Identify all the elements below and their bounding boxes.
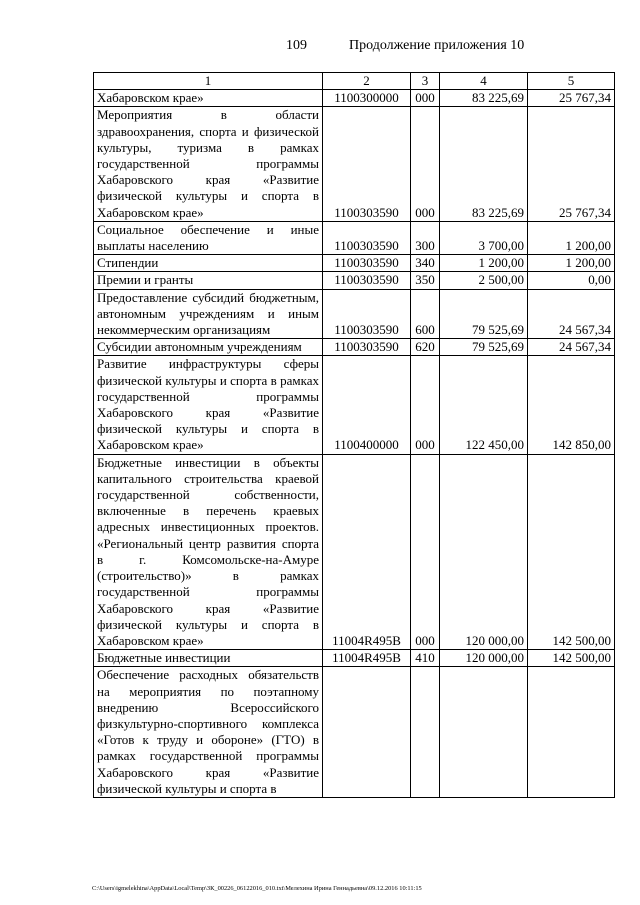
row-name: Социальное обеспечение и иные выплаты населению [94,221,323,254]
amount-first-year: 79 525,69 [440,289,528,339]
table-row [94,272,615,289]
row-name: Стипендии [94,255,323,272]
amount-first-year: 122 450,00 [440,356,528,454]
table-row [94,356,615,454]
amount-second-year: 0,00 [528,272,615,289]
table-row [94,650,615,667]
amount-second-year: 24 567,34 [528,289,615,339]
target-code: 1100303590 [323,107,411,221]
table-row [94,454,615,649]
amount-second-year: 142 850,00 [528,356,615,454]
amount-second-year: 142 500,00 [528,454,615,649]
table-row [94,339,615,356]
expense-type [411,667,440,798]
expense-type: 300 [411,221,440,254]
amount-second-year: 1 200,00 [528,255,615,272]
page-header [0,38,640,56]
amount-second-year: 25 767,34 [528,107,615,221]
expense-type: 620 [411,339,440,356]
table-row [94,221,615,254]
column-header: 5 [528,73,615,90]
expense-type: 000 [411,454,440,649]
row-name: Мероприятия в области здравоохранения, спорта и физической культуры, туризма в рамках государственной программы Хабаровского края «Развитие физической культуры и спорта в Хабаровском крае» [94,107,323,221]
target-code: 1100400000 [323,356,411,454]
column-header: 1 [94,73,323,90]
expense-type: 350 [411,272,440,289]
expense-type: 000 [411,90,440,107]
amount-second-year: 142 500,00 [528,650,615,667]
expense-type: 000 [411,356,440,454]
row-name: Развитие инфраструктуры сферы физической культуры и спорта в рамках государственной программы Хабаровского края «Развитие физической культуры и спорта в Хабаровском крае» [94,356,323,454]
target-code: 1100303590 [323,339,411,356]
target-code: 1100300000 [323,90,411,107]
footer-file-path: C:\Users\igmelekhina\AppData\Local\Temp\ЗК_00226_06122016_010.txt\Мелехина Ирина Геннадьевна\09.12.2016 10:11:15 [92,885,422,892]
amount-second-year: 25 767,34 [528,90,615,107]
amount-first-year: 120 000,00 [440,454,528,649]
row-name: Предоставление субсидий бюджетным, автономным учреждениям и иным некоммерческим организациям [94,289,323,339]
row-name: Премии и гранты [94,272,323,289]
amount-second-year [528,667,615,798]
row-name: Бюджетные инвестиции [94,650,323,667]
row-name: Хабаровском крае» [94,90,323,107]
amount-second-year: 1 200,00 [528,221,615,254]
target-code: 1100303590 [323,255,411,272]
amount-first-year: 120 000,00 [440,650,528,667]
expense-type: 410 [411,650,440,667]
amount-first-year [440,667,528,798]
expense-type: 600 [411,289,440,339]
amount-first-year: 2 500,00 [440,272,528,289]
column-header: 2 [323,73,411,90]
expense-type: 000 [411,107,440,221]
table-row [94,667,615,798]
appendix-continuation-title: Продолжение приложения 10 [349,38,525,53]
amount-first-year: 1 200,00 [440,255,528,272]
target-code: 11004R495В [323,650,411,667]
target-code: 1100303590 [323,272,411,289]
target-code: 11004R495В [323,454,411,649]
page-number: 109 [286,38,307,53]
expense-type: 340 [411,255,440,272]
table-row [94,255,615,272]
column-number-row [94,73,615,90]
budget-table [93,72,615,798]
amount-first-year: 83 225,69 [440,107,528,221]
column-header: 4 [440,73,528,90]
target-code: 1100303590 [323,221,411,254]
amount-first-year: 79 525,69 [440,339,528,356]
table-row [94,90,615,107]
table-row [94,289,615,339]
target-code: 1100303590 [323,289,411,339]
amount-first-year: 3 700,00 [440,221,528,254]
amount-first-year: 83 225,69 [440,90,528,107]
amount-second-year: 24 567,34 [528,339,615,356]
row-name: Субсидии автономным учреждениям [94,339,323,356]
target-code [323,667,411,798]
table-row [94,107,615,221]
column-header: 3 [411,73,440,90]
row-name: Обеспечение расходных обязательств на мероприятия по поэтапному внедрению Всероссийского физкультурно-спортивного комплекса «Готов к труду и обороне» (ГТО) в рамках государственной программы Хабаровского края «Развитие физической культуры и спорта в [94,667,323,798]
row-name: Бюджетные инвестиции в объекты капитального строительства краевой государственной собственности, включенные в перечень краевых адресных инвестиционных проектов. «Региональный центр развития спорта в г. Комсомольске-на-Амуре (строительство)» в рамках государственной программы Хабаровского края «Развитие физической культуры и спорта в Хабаровском крае» [94,454,323,649]
